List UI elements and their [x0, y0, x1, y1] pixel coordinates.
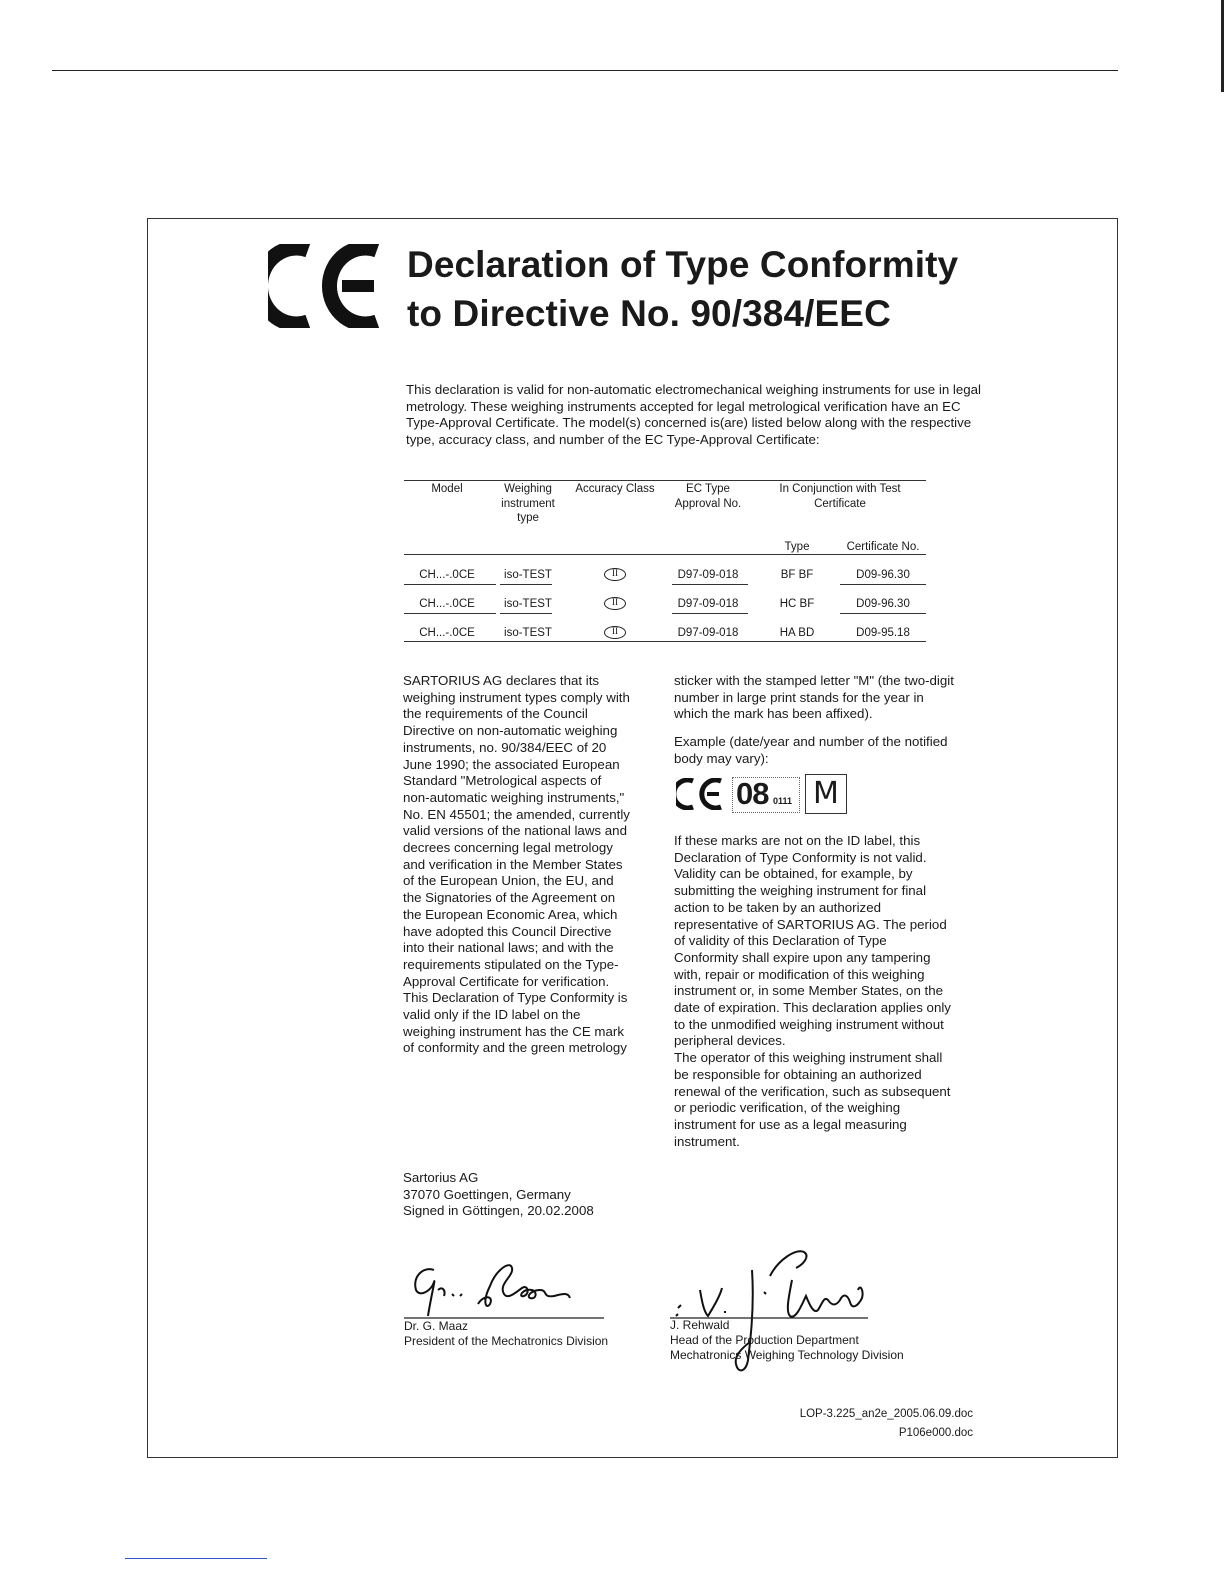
signer-right-name: J. Rehwald	[670, 1318, 730, 1332]
table-cell-model: CH...-.0CE	[419, 598, 475, 610]
signature-left	[398, 1246, 608, 1320]
table-cell-approval-no: D97-09-018	[677, 598, 739, 610]
table-cell-type: HC BF	[779, 598, 815, 610]
table-cell-type: HA BD	[779, 627, 815, 639]
doc-ref-2: P106e000.doc	[898, 1427, 973, 1439]
ce-mark-small-icon	[676, 778, 724, 810]
table-cell-accuracy-class	[568, 597, 662, 612]
notified-body-number: 0111	[773, 796, 793, 806]
declaration-continuation: sticker with the stamped letter "M" (the two-digit number in large print stands for the year in which the mark has been affixed).	[674, 673, 954, 722]
table-cell-instrument-type: iso-TEST	[504, 569, 552, 581]
accuracy-class-value: II	[611, 569, 619, 580]
table-cell-certificate-no: D09-96.30	[856, 598, 910, 610]
header-accuracy-class: Accuracy Class	[575, 483, 655, 495]
declaration-left-column: SARTORIUS AG declares that its weighing instrument types comply with the requirements of the Council Directive on non-automatic weighing instruments, no. 90/384/EEC of 20 June 1990; the associated European Standard "Metrological aspects of non-automatic weighing instruments," No. EN 45501; the amended, currently valid versions of the national laws and decrees concerning legal metrology and verification in the Member States of the European Union, the EU, and the Signatories of the Agreement on the European Economic Area, which have adopted this Council Directive into their national laws; and with the requirements stipulated on the Type-Approval Certificate for verification. This Declaration of Type Conformity is valid only if the ID label on the weighing instrument has the CE mark of conformity and the green metrology	[403, 673, 630, 1056]
row-rule	[500, 584, 552, 585]
doc-ref-1: LOP-3.225_an2e_2005.06.09.doc	[799, 1408, 973, 1420]
row-rule	[840, 584, 926, 585]
row-rule	[500, 613, 552, 614]
table-bottom-rule	[404, 641, 926, 642]
table-cell-certificate-no: D09-95.18	[856, 627, 910, 639]
document-references	[800, 1405, 973, 1443]
row-rule	[840, 613, 926, 614]
validity-paragraph: If these marks are not on the ID label, this Declaration of Type Conformity is not valid. Validity can be obtained, for example, by submitting the weighing instrument for final action to be taken by an authorized representative of SARTORIUS AG. The period of validity of this Declaration of Type Conformity shall expire upon any tampering with, repair or modification of this weighing instrument or, in some Member States, on the date of expiration. This declaration applies only to the unmodified weighing instrument without peripheral devices.	[674, 833, 951, 1049]
table-cell-model: CH...-.0CE	[419, 627, 475, 639]
signer-right-title-2: Mechatronics Weighing Technology Division	[670, 1348, 904, 1362]
accuracy-class-icon	[604, 626, 626, 639]
footer-link-rule	[125, 1558, 267, 1559]
page-title	[407, 240, 958, 338]
signer-left-title: President of the Mechatronics Division	[404, 1334, 609, 1348]
table-cell-certificate-no: D09-96.30	[856, 569, 910, 581]
intro-paragraph: This declaration is valid for non-automatic electromechanical weighing instruments for use in legal metrology. These weighing instruments accepted for legal metrological verification have an EC Type-Approval Certificate. The model(s) concerned is(are) listed below along with the respective type, accuracy class, and number of the EC Type-Approval Certificate:	[406, 382, 982, 448]
signer-left-name: Dr. G. Maaz	[404, 1319, 469, 1333]
signer-right	[670, 1318, 904, 1363]
table-header-rule	[404, 554, 926, 555]
table-cell-accuracy-class	[568, 626, 662, 641]
accuracy-class-value: II	[611, 627, 619, 638]
table-cell-approval-no: D97-09-018	[677, 569, 739, 581]
row-rule	[672, 613, 748, 614]
signer-left	[404, 1319, 608, 1349]
validity-block	[674, 833, 954, 1150]
example-label: Example (date/year and number of the notified body may vary):	[674, 734, 948, 766]
row-rule	[672, 584, 748, 585]
company-city: 37070 Goettingen, Germany	[403, 1186, 571, 1202]
title-line-2: to Directive No. 90/384/EEC	[407, 293, 891, 334]
table-cell-accuracy-class	[568, 568, 662, 583]
company-name: Sartorius AG	[403, 1170, 479, 1185]
operator-paragraph: The operator of this weighing instrument shall be responsible for obtaining an authorized renewal of the verification, such as subsequent or periodic verification, of the weighing instrument for use as a legal measuring instrument.	[674, 1050, 951, 1149]
header-instrument-type: Weighing instrument type	[501, 483, 555, 524]
ce-mark-icon	[268, 244, 384, 328]
table-cell-model: CH...-.0CE	[419, 569, 475, 581]
mark-year: 08	[736, 776, 769, 811]
header-approval-no: EC Type Approval No.	[674, 483, 742, 510]
accuracy-class-value: II	[611, 598, 619, 609]
metrology-letter: M	[805, 774, 847, 814]
row-rule	[404, 584, 496, 585]
title-line-1: Declaration of Type Conformity	[407, 244, 959, 285]
header-rule	[52, 70, 1118, 71]
table-top-rule	[404, 480, 926, 481]
accuracy-class-icon	[604, 568, 626, 581]
header-model: Model	[431, 483, 463, 495]
accuracy-class-icon	[604, 597, 626, 610]
header-certificate-no: Certificate No.	[846, 541, 920, 553]
row-rule	[404, 613, 496, 614]
signer-right-title-1: Head of the Production Department	[670, 1333, 859, 1347]
table-cell-type: BF BF	[780, 569, 814, 581]
table-cell-instrument-type: iso-TEST	[504, 598, 552, 610]
header-type: Type	[784, 541, 810, 553]
example-conformity-mark	[676, 774, 856, 814]
company-address	[403, 1170, 594, 1220]
table-cell-approval-no: D97-09-018	[677, 627, 739, 639]
table-cell-instrument-type: iso-TEST	[504, 627, 552, 639]
signing-place-date: Signed in Göttingen, 20.02.2008	[403, 1203, 594, 1219]
header-conjunction: In Conjunction with Test Certificate	[779, 483, 901, 510]
